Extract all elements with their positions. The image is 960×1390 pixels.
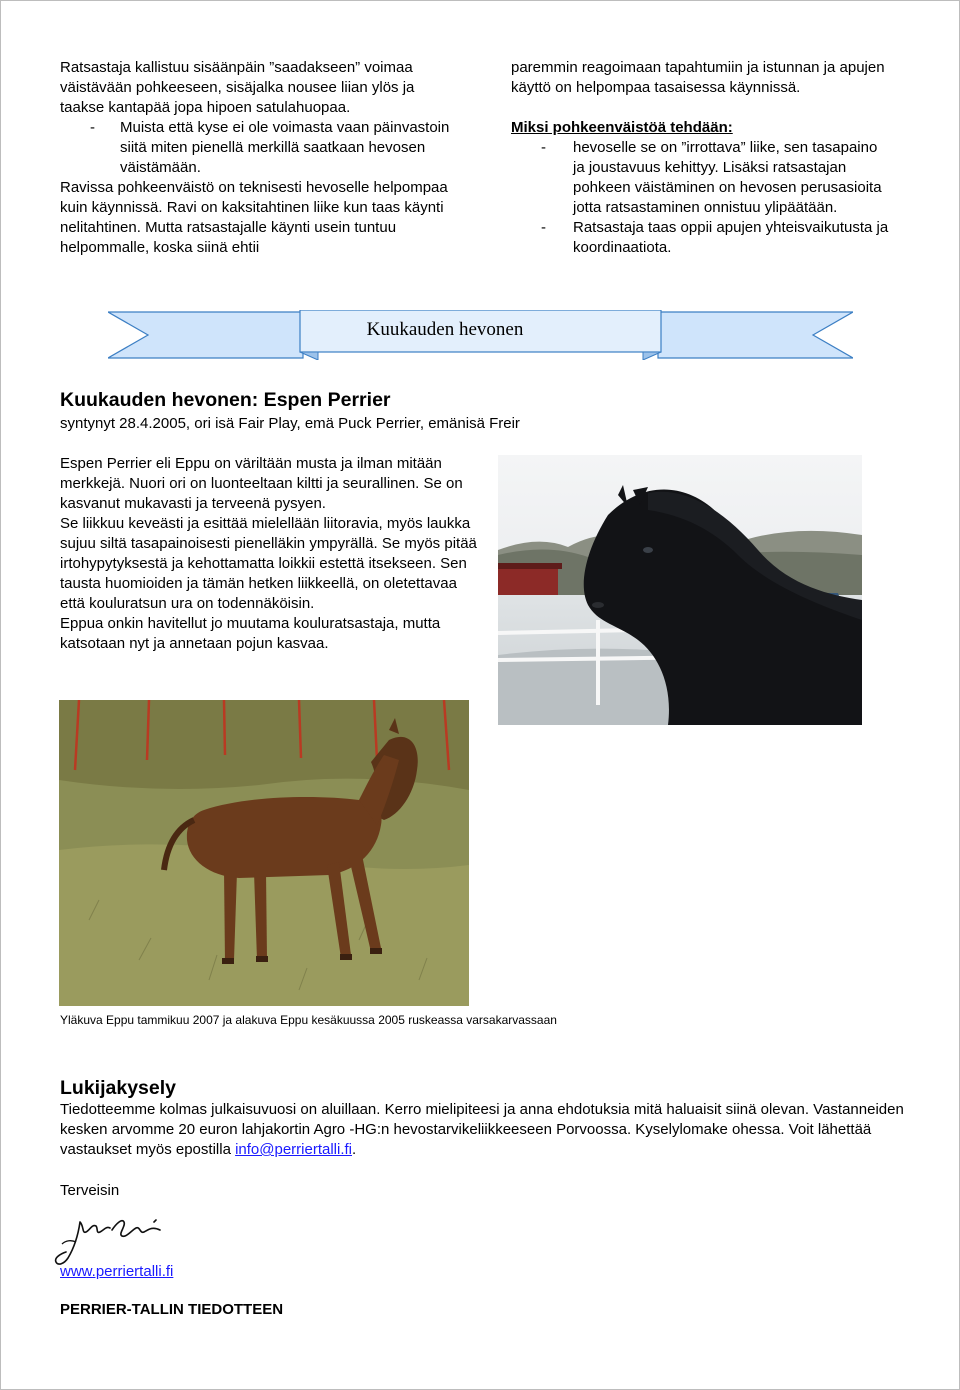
survey-text: Tiedotteemme kolmas julkaisuvuosi on aluillaan. Kerro mielipiteesi ja anna ehdotuksia mitä haluaisit siinä olevan. Vastanneiden kesken arvomme 20 euron lahjakortin Agro -HG:n hevostarvikeliikkeeseen Porvoossa. Kyselylomake ohessa. Voit lähettää vastaukset myös epostilla <box>60 1101 904 1158</box>
right-heading-text: Miksi pohkeenväistöä tehdään: <box>511 119 733 136</box>
left-paragraph-2: Ravissa pohkeenväistö on teknisesti hevoselle helpompaa kuin käynnissä. Ravi on kaksitahtinen liike kun taas käynti nelitahtinen. Mutta ratsastajalle käynti usein tuntuu helpommalle, koska siinä ehtii <box>60 179 448 256</box>
ribbon-left-tail <box>108 312 303 358</box>
bullet-dash: - <box>541 219 546 236</box>
survey-title: Lukijakysely <box>60 1077 176 1099</box>
foal-photo <box>59 700 469 1006</box>
right-bullet-1 <box>511 138 891 218</box>
right-bullet-1-text: hevoselle se on ”irrottava” liike, sen tasapaino ja joustavuus kehittyy. Lisäksi ratsastajan pohkeen väistäminen on hevosen perusasioita jotta ratsastaminen onnistuu ylipäätään. <box>573 139 882 216</box>
right-column <box>511 58 891 258</box>
horse-paragraph-1: Espen Perrier eli Eppu on väriltään musta ja ilman mitään merkkejä. Nuori ori on luonteeltaan kiltti ja seurallinen. Se on kasvanut mukavasti ja terveenä pysyen. <box>60 455 463 512</box>
left-column <box>60 58 450 258</box>
left-bullet-1-text: Muista että kyse ei ole voimasta vaan päinvastoin siitä miten pienellä merkillä saatkaan hevosen väistämään. <box>120 119 450 176</box>
banner-title: Kuukauden hevonen <box>366 319 524 340</box>
email-link[interactable]: info@perriertalli.fi <box>235 1141 353 1158</box>
survey-paragraph <box>60 1100 910 1160</box>
website-link[interactable]: www.perriertalli.fi <box>60 1263 174 1280</box>
horse-paragraph-2: Se liikkuu keveästi ja esittää mielellään liitoravia, myös laukka sujuu siltä tasapainoisesti pienelläkin ympyrällä. Se myös pitää irtohypytyksestä ja kehottamatta loikkii estettä itsekseen. Sen tausta huomioiden ja tämän hetken liikkeellä, on oletettavaa että kouluratsun ura on todennäköisin. <box>60 515 477 612</box>
ribbon-right-tail <box>658 312 853 358</box>
right-bullet-2 <box>511 218 891 258</box>
right-bullet-2-text: Ratsastaja taas oppii apujen yhteisvaikutusta ja koordinaatiota. <box>573 219 889 256</box>
foal-image <box>59 700 469 1006</box>
bullet-dash: - <box>90 119 95 136</box>
black-horse-image <box>498 455 862 725</box>
horse-paragraph-3: Eppua onkin havitellut jo muutama kouluratsastaja, mutta katsotaan nyt ja annetaan pojun kasvaa. <box>60 615 441 652</box>
horse-description <box>60 454 485 654</box>
horse-born-line: syntynyt 28.4.2005, ori isä Fair Play, emä Puck Perrier, emänisä Freir <box>60 415 520 432</box>
greeting: Terveisin <box>60 1182 120 1199</box>
bullet-dash: - <box>541 139 546 156</box>
survey-body <box>60 1100 910 1160</box>
horse-section-title: Kuukauden hevonen: Espen Perrier <box>60 389 391 411</box>
black-horse-photo <box>498 455 862 725</box>
left-bullet-1 <box>60 118 450 178</box>
survey-text-end: . <box>352 1141 357 1158</box>
right-paragraph-1: paremmin reagoimaan tapahtumiin ja istunnan ja apujen käyttö on helpompaa tasaisessa käynnissä. <box>511 59 885 96</box>
right-heading <box>511 118 891 138</box>
photo-caption: Yläkuva Eppu tammikuu 2007 ja alakuva Eppu kesäkuussa 2005 ruskeassa varsakarvassaan <box>60 1013 557 1027</box>
newsletter-footer: PERRIER-TALLIN TIEDOTTEEN <box>60 1301 284 1318</box>
left-paragraph-1: Ratsastaja kallistuu sisäänpäin ”saadakseen” voimaa väistävään pohkeeseen, sisäjalka nousee liian ylös ja taakse kantapää jopa hipoen satulahuopaa. <box>60 59 415 116</box>
